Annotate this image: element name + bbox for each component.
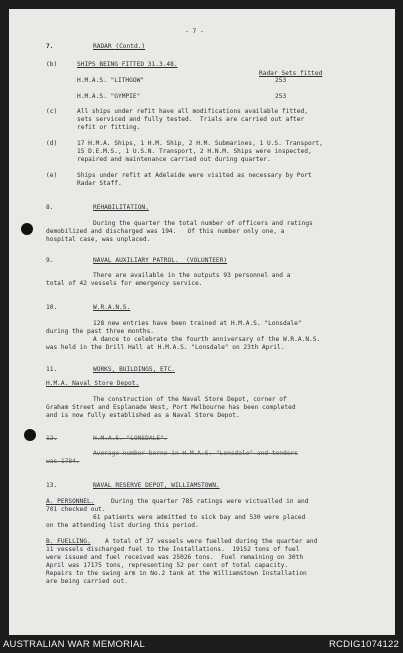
paragraph-line: sets serviced and fully tested. Trials are carried out after: [77, 116, 305, 123]
document-page: [9, 9, 395, 635]
page-number: - 7 -: [185, 28, 204, 35]
section-10-heading: W.R.A.N.S.: [93, 304, 131, 311]
section-7-number: 7.: [46, 43, 54, 50]
paragraph-line: A dance to celebrate the fourth anniversary of the W.R.A.N.S.: [93, 336, 321, 343]
archive-footer: [0, 635, 403, 653]
personnel-label: A. PERSONNEL.: [46, 498, 95, 505]
ship-radar-count: 253: [275, 93, 287, 100]
section-11-heading: WORKS, BUILDINGS, ETC.: [93, 366, 175, 373]
footer-record-id: RCDIG1074122: [329, 639, 399, 650]
radar-sets-column-heading: Radar Sets fitted: [259, 70, 323, 77]
paragraph-line: repaired and maintenance carried out during quarter.: [77, 156, 271, 163]
section-8-heading: REHABILITATION.: [93, 204, 149, 211]
section-8-number: 8.: [46, 204, 54, 211]
item-e-label: (e): [46, 172, 58, 179]
section-7-heading: RADAR (Contd.): [93, 43, 146, 50]
ship-name: H.M.A.S. "GYMPIE": [77, 93, 141, 100]
paragraph-line: April was 17175 tons, representing 52 per cent of total capacity.: [46, 562, 289, 569]
paragraph-line: During the quarter the total number of officers and ratings: [93, 220, 313, 227]
paragraph-line: Radar Staff.: [77, 180, 122, 187]
paragraph-line: on the attending list during this period.: [46, 522, 199, 529]
section-12-heading: H.M.A.S. "LONSDALE".: [93, 435, 168, 442]
item-d-label: (d): [46, 140, 58, 147]
fuelling-label: B. FUELLING.: [46, 538, 91, 545]
punch-hole: [21, 223, 33, 235]
paragraph-line: during the past three months.: [46, 328, 155, 335]
paragraph-line: Ships under refit at Adelaide were visited as necessary by Port: [77, 172, 312, 179]
paragraph-line: 61 patients were admitted to sick bay and 530 were placed: [93, 514, 306, 521]
footer-source: AUSTRALIAN WAR MEMORIAL: [3, 639, 146, 650]
section-13-number: 13.: [46, 482, 58, 489]
section-9-number: 9.: [46, 257, 54, 264]
paragraph-line: Graham Street and Esplanade West, Port Melbourne has been completed: [46, 404, 296, 411]
section-11-number: 11.: [46, 366, 58, 373]
punch-hole: [24, 429, 36, 441]
paragraph-line: was held in the Drill Hall at H.M.A.S. "Lonsdale" on 23th April.: [46, 344, 285, 351]
paragraph-line: refit or fitting.: [77, 124, 141, 131]
paragraph-line: 128 new entries have been trained at H.M.A.S. "Lonsdale": [93, 320, 302, 327]
paragraph-line: All ships under refit have all modifications available fitted,: [77, 108, 308, 115]
ships-fitted-heading: SHIPS BEING FITTED 31.3.48.: [77, 61, 178, 68]
section-13-heading: NAVAL RESERVE DEPOT, WILLIAMSTOWN.: [93, 482, 220, 489]
ship-name: H.M.A.S. "LITHGOW": [77, 77, 145, 84]
paragraph-line: 701 checked out.: [46, 506, 106, 513]
paragraph-line: demobilized and discharged was 194. Of this number only one, a: [46, 228, 285, 235]
paragraph-line: During the quarter 785 ratings were victualled in and: [111, 498, 309, 505]
paragraph-line: total of 42 vessels for emergency service.: [46, 280, 203, 287]
struck-paragraph-line: Average number borne in H.M.A.S. "Lonsdale" and tenders: [93, 450, 298, 457]
struck-paragraph-line: was 1784.: [46, 458, 80, 465]
paragraph-line: were issued and fuel received was 25026 tons. Fuel remaining on 30th: [46, 554, 304, 561]
ship-radar-count: 253: [275, 77, 287, 84]
section-10-number: 10.: [46, 304, 58, 311]
section-9-heading: NAVAL AUXILIARY PATROL. (VOLUNTEER): [93, 257, 228, 264]
paragraph-line: and is now fully established as a Naval Store Depot.: [46, 412, 240, 419]
paragraph-line: A total of 37 vessels were fuelled during the quarter and: [105, 538, 318, 545]
paragraph-line: 15 D.E.M.S., 1 U.S.N. Transport, 2 H.N.M. Ships were inspected,: [77, 148, 312, 155]
paragraph-line: Repairs to the swing arm in No.2 tank at the Williamstown Installation: [46, 570, 307, 577]
paragraph-line: are being carried out.: [46, 578, 128, 585]
item-b-label: (b): [46, 61, 58, 68]
section-12-number: 12.: [46, 435, 58, 442]
paragraph-line: There are available in the outputs 93 personnel and a: [93, 272, 291, 279]
item-c-label: (c): [46, 108, 58, 115]
section-11-subheading: H.M.A. Naval Store Depot.: [46, 380, 140, 387]
paragraph-line: hospital case, was unplaced.: [46, 236, 151, 243]
paragraph-line: The construction of the Naval Store Depot, corner of: [93, 396, 287, 403]
paragraph-line: 11 vessels discharged fuel to the Installations. 19152 tons of fuel: [46, 546, 300, 553]
paragraph-line: 17 H.M.A. Ships, 1 H.M. Ship, 2 H.M. Submarines, 1 U.S. Transport,: [77, 140, 323, 147]
